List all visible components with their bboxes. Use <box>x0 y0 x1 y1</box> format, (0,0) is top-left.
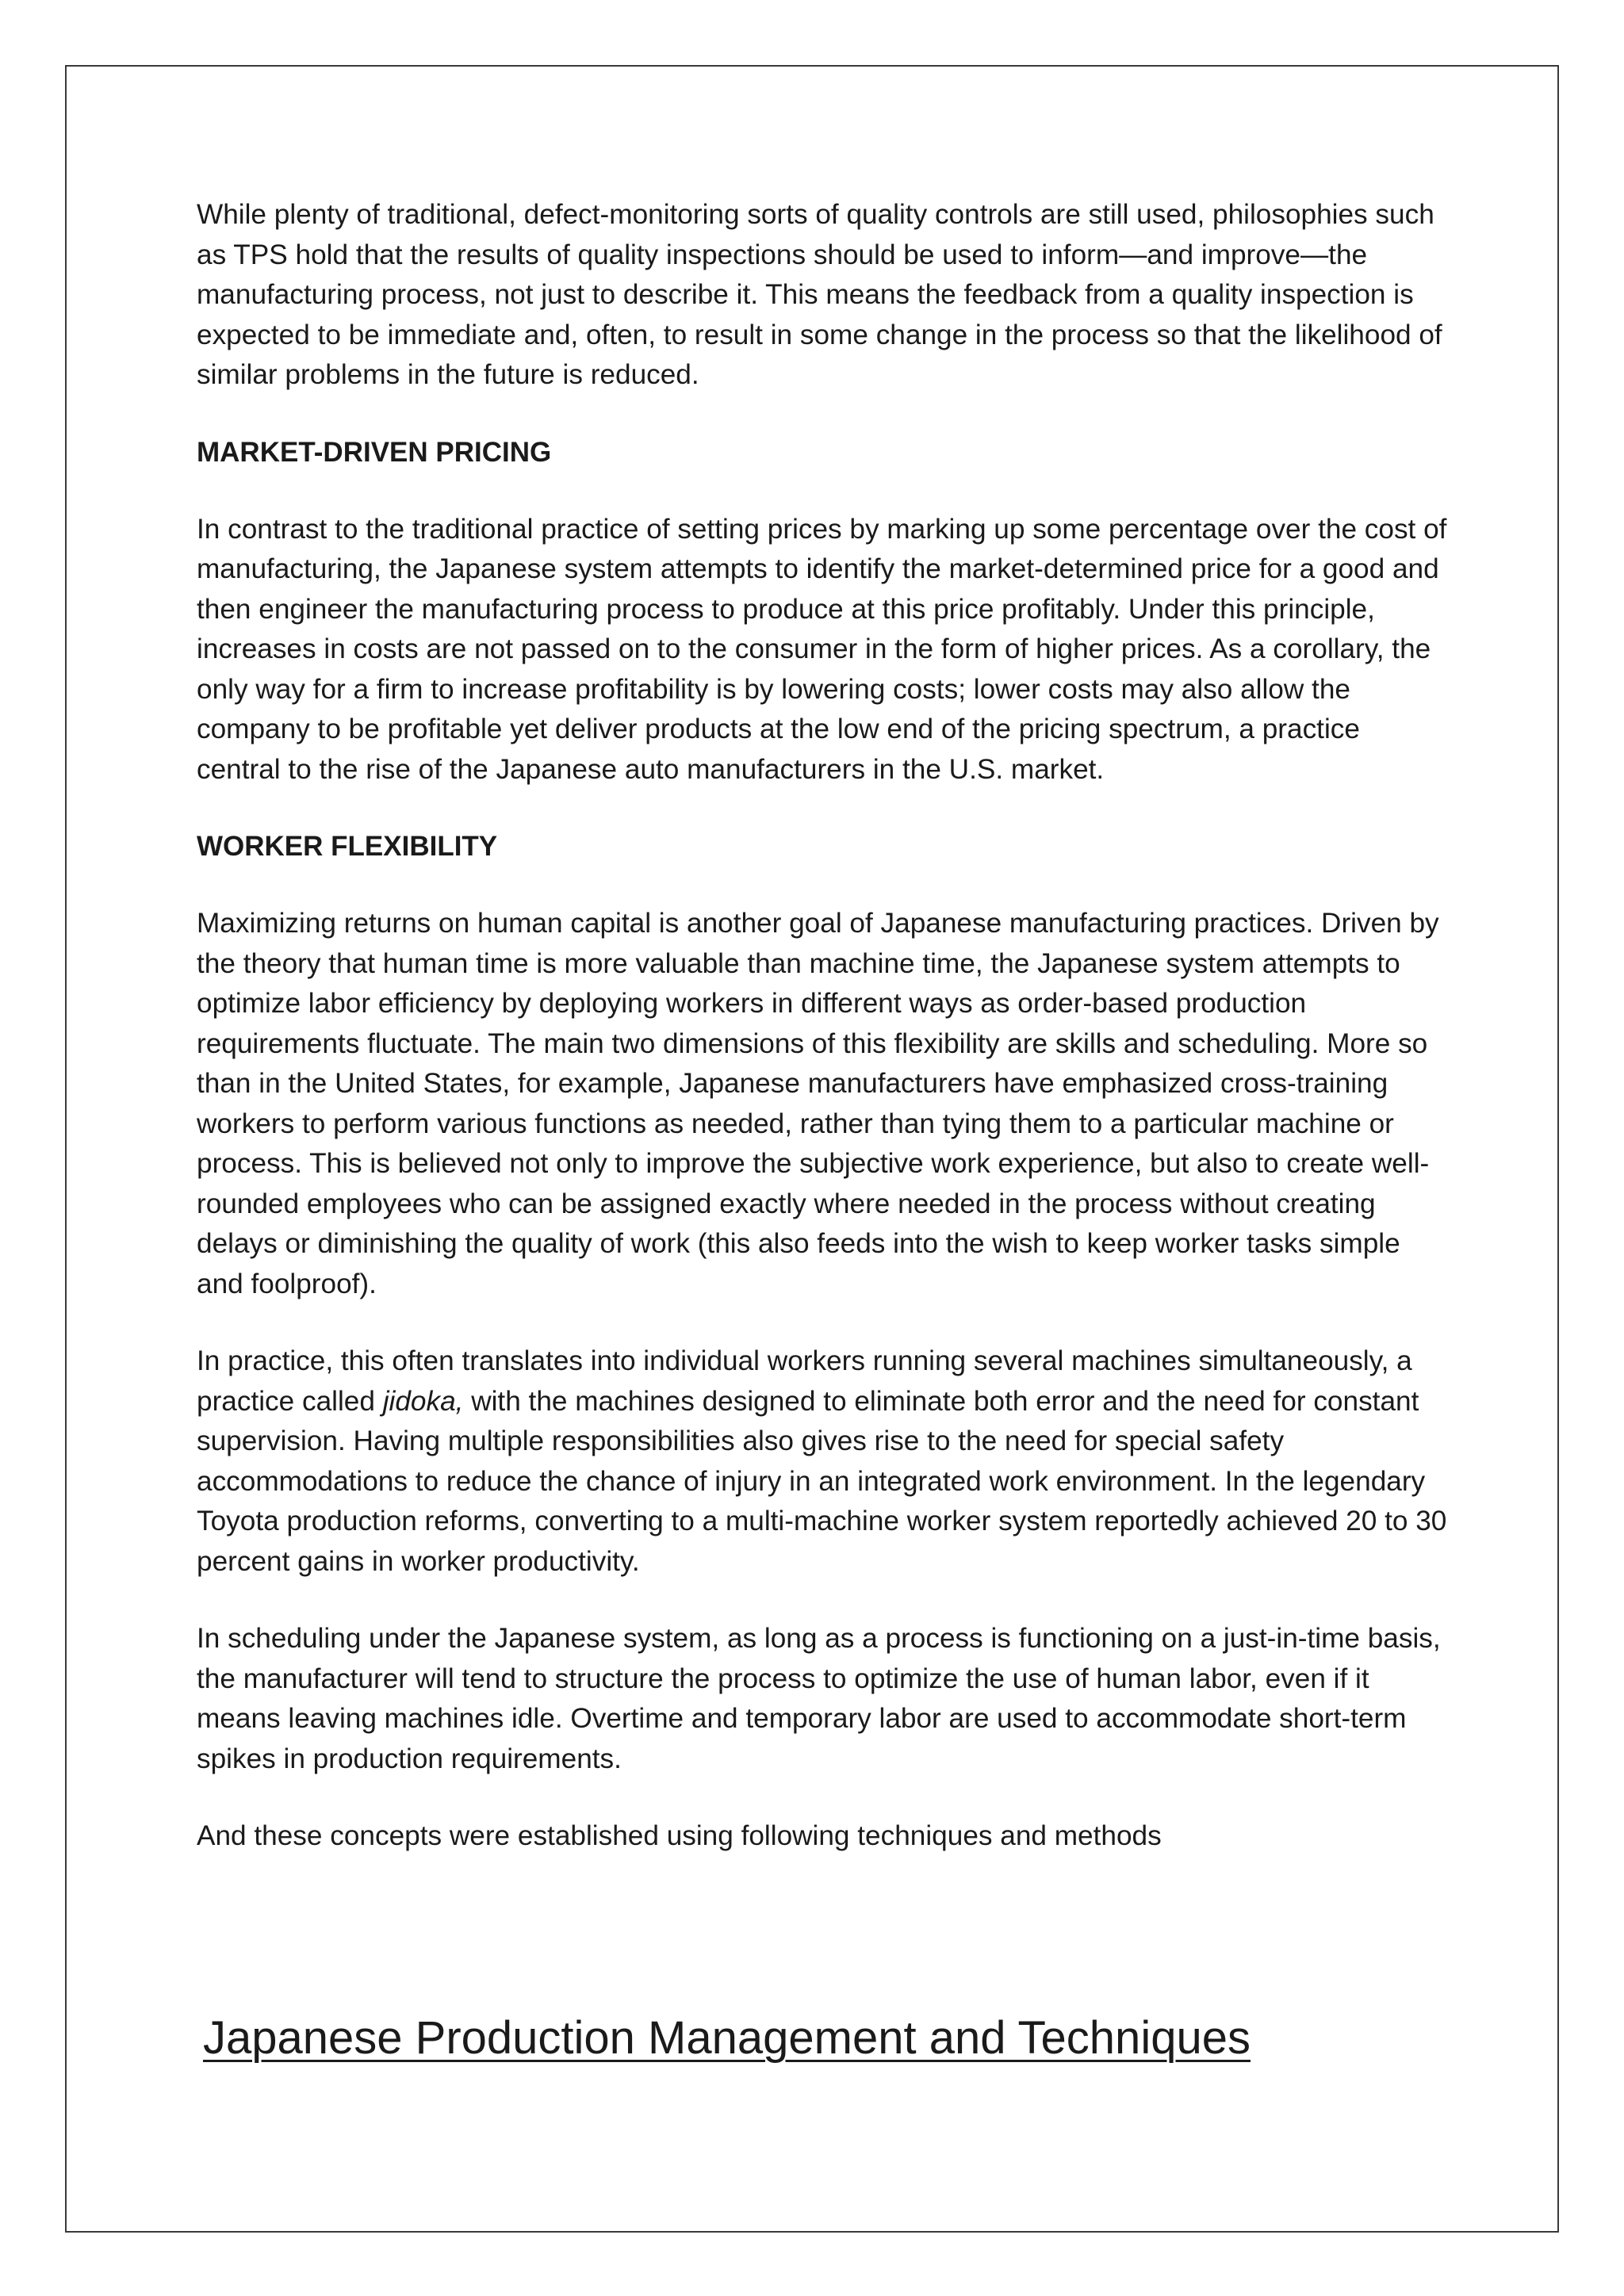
paragraph-2-text-end: with the machines designed to eliminate both error and the need for constant supervision. Having multiple responsibilities also gives rise to the need for special safety accommodations to reduce the chance of injury in an integrated work environment. In the legendary Toyota production reforms, converting to a multi-machine worker system reportedly achieved 20 to 30 percent gains in worker productivity. <box>197 1385 1447 1577</box>
closing-line: And these concepts were established using following techniques and methods <box>197 1820 1162 1851</box>
document-body <box>197 195 1450 1894</box>
jidoka-term: jidoka, <box>382 1385 464 1417</box>
worker-flexibility-paragraph-1: Maximizing returns on human capital is another goal of Japanese manufacturing practices. Driven by the theory that human time is more valuable than machine time, the Japanese system attempts to optimize labor efficiency by deploying workers in different ways as order-based production requirements fluctuate. The main two dimensions of this flexibility are skills and scheduling. More so than in the United States, for example, Japanese manufacturers have emphasized cross-training workers to perform various functions as needed, rather than tying them to a particular machine or process. This is believed not only to improve the subjective work experience, but also to create well-rounded employees who can be assigned exactly where needed in the process without creating delays or diminishing the quality of work (this also feeds into the wish to keep worker tasks simple and foolproof). <box>197 908 1439 1299</box>
market-pricing-heading: MARKET-DRIVEN PRICING <box>197 436 552 468</box>
next-section-title: Japanese Production Management and Techniques <box>203 2012 1251 2064</box>
intro-paragraph: While plenty of traditional, defect-monitoring sorts of quality controls are still used, philosophies such as TPS hold that the results of quality inspections should be used to inform—and improve—the manufacturing process, not just to describe it. This means the feedback from a quality inspection is expected to be immediate and, often, to result in some change in the process so that the likelihood of similar problems in the future is reduced. <box>197 199 1442 390</box>
paragraph-2-text-start: In practice, this often translates into individual workers running several machines simultaneously, a practice called <box>197 1345 1412 1417</box>
worker-flexibility-paragraph-2 <box>197 1341 1450 1582</box>
market-pricing-paragraph: In contrast to the traditional practice of setting prices by marking up some percentage over the cost of manufacturing, the Japanese system attempts to identify the market-determined price for a good and then engineer the manufacturing process to produce at this price profitably. Under this principle, increases in costs are not passed on to the consumer in the form of higher prices. As a corollary, the only way for a firm to increase profitability is by lowering costs; lower costs may also allow the company to be profitable yet deliver products at the low end of the pricing spectrum, a practice central to the rise of the Japanese auto manufacturers in the U.S. market. <box>197 513 1447 785</box>
worker-flexibility-heading: WORKER FLEXIBILITY <box>197 831 498 862</box>
worker-flexibility-paragraph-3: In scheduling under the Japanese system, as long as a process is functioning on a just-in-time basis, the manufacturer will tend to structure the process to optimize the use of human labor, even if it means leaving machines idle. Overtime and temporary labor are used to accommodate short-term spikes in production requirements. <box>197 1623 1441 1774</box>
